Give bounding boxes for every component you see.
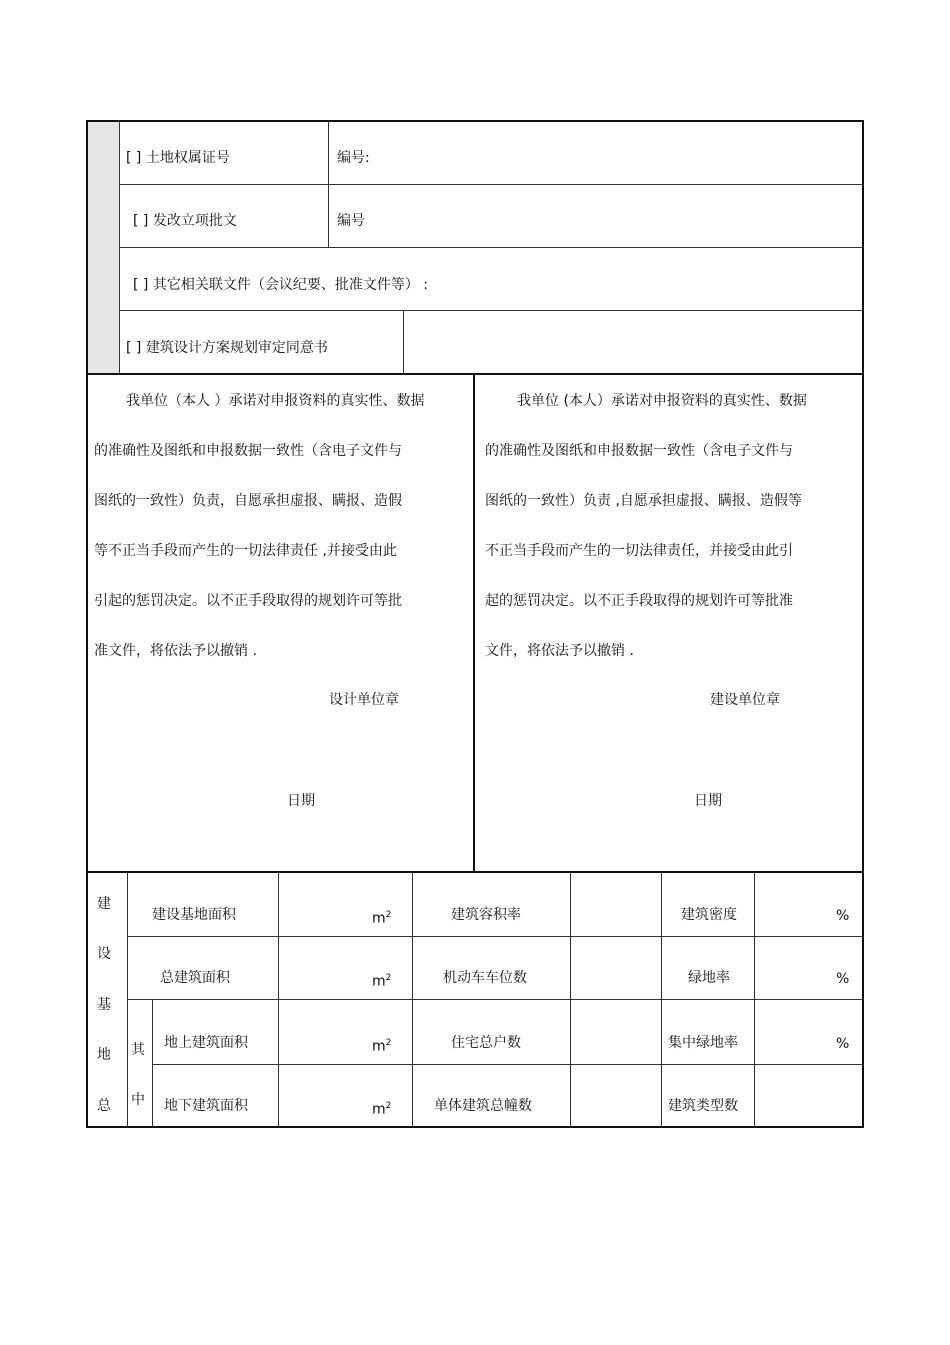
declaration-line: 图纸的一致性）负责 ,自愿承担虚报、瞒报、造假等 (485, 493, 802, 509)
stats-col-divider (152, 999, 153, 1127)
declaration-line: 我单位（本人 ）承诺对申报资料的真实性、数据 (126, 393, 425, 409)
sub-label-char: 其 (131, 1042, 145, 1058)
stats-row-divider (127, 999, 863, 1000)
unit-percent: % (836, 971, 850, 987)
other-documents-checkbox-label: [ ] 其它相关联文件（会议纪要、批准文件等） : (133, 277, 428, 293)
above-ground-area-label: 地上建筑面积 (164, 1035, 248, 1051)
table-left-border (86, 120, 88, 1128)
declaration-line: 的准确性及图纸和申报数据一致性（含电子文件与 (485, 443, 793, 459)
design-approval-checkbox-label: [ ] 建筑设计方案规划审定同意书 (126, 340, 328, 356)
stats-row-divider (127, 936, 863, 937)
plot-ratio-label: 建筑容积率 (451, 907, 521, 923)
building-count-label: 单体建筑总幢数 (434, 1098, 532, 1114)
side-label-char: 总 (97, 1098, 111, 1114)
construction-unit-seal-label: 建设单位章 (710, 692, 780, 708)
unit-m2: $m^2$ (372, 1101, 392, 1118)
declaration-line: 图纸的一致性）负责，自愿承担虚报、瞒报、造假 (94, 493, 402, 509)
site-area-label: 建设基地面积 (152, 907, 236, 923)
unit-m2: $m^2$ (372, 1038, 392, 1055)
side-label-char: 基 (97, 997, 111, 1013)
doc-row-divider (119, 310, 863, 311)
stats-col-divider (127, 872, 128, 1127)
side-label-char: 建 (97, 896, 111, 912)
date-label: 日期 (287, 793, 315, 809)
stats-col-divider (570, 872, 571, 1127)
side-label-char: 设 (97, 946, 111, 962)
unit-percent: % (836, 1036, 850, 1052)
households-label: 住宅总户数 (451, 1035, 521, 1051)
date-label: 日期 (694, 793, 722, 809)
building-density-label: 建筑密度 (681, 907, 737, 923)
concentrated-green-ratio-label: 集中绿地率 (668, 1035, 738, 1051)
parking-spaces-label: 机动车车位数 (443, 970, 527, 986)
stats-col-divider (661, 872, 662, 1127)
table-top-border (86, 120, 864, 122)
unit-m2: $m^2$ (372, 973, 392, 990)
doc-row-divider (119, 247, 863, 248)
declaration-divider (473, 374, 475, 872)
design-unit-seal-label: 设计单位章 (329, 692, 399, 708)
unit-m2: $m^2$ (372, 910, 392, 927)
declaration-line: 起的惩罚决定。以不正手段取得的规划许可等批准 (485, 593, 793, 609)
section-divider (86, 871, 864, 873)
land-title-checkbox-label: [ ] 土地权属证号 (126, 150, 230, 166)
doc-row-divider (119, 184, 863, 185)
doc-col-divider (328, 121, 329, 247)
underground-area-label: 地下建筑面积 (164, 1098, 248, 1114)
stats-row-divider (152, 1064, 863, 1065)
sub-label-char: 中 (131, 1092, 145, 1108)
unit-percent: % (836, 908, 850, 924)
doc-col-divider (403, 310, 404, 374)
section-divider (86, 373, 864, 375)
table-bottom-border (86, 1126, 864, 1128)
stats-col-divider (412, 872, 413, 1127)
table-right-border (862, 120, 864, 1128)
gray-side-column (87, 121, 119, 374)
declaration-line: 等不正当手段而产生的一切法律责任 ,并接受由此 (94, 543, 397, 559)
declaration-line: 准文件，将依法予以撤销 . (94, 643, 257, 659)
stats-col-divider (754, 872, 755, 1127)
declaration-line: 不正当手段而产生的一切法律责任，并接受由此引 (485, 543, 793, 559)
stats-col-divider (278, 872, 279, 1127)
declaration-line: 的准确性及图纸和申报数据一致性（含电子文件与 (94, 443, 402, 459)
project-approval-checkbox-label: [ ] 发改立项批文 (133, 213, 237, 229)
project-approval-number-field: 编号 (337, 213, 365, 229)
building-types-label: 建筑类型数 (668, 1098, 738, 1114)
total-floor-area-label: 总建筑面积 (160, 970, 230, 986)
land-title-number-field: 编号: (337, 150, 370, 166)
declaration-line: 我单位 (本人）承诺对申报资料的真实性、数据 (517, 393, 807, 409)
declaration-line: 文件，将依法予以撤销 . (485, 643, 634, 659)
declaration-line: 引起的惩罚决定。以不正手段取得的规划许可等批 (94, 593, 402, 609)
green-ratio-label: 绿地率 (688, 970, 730, 986)
side-label-char: 地 (97, 1047, 111, 1063)
